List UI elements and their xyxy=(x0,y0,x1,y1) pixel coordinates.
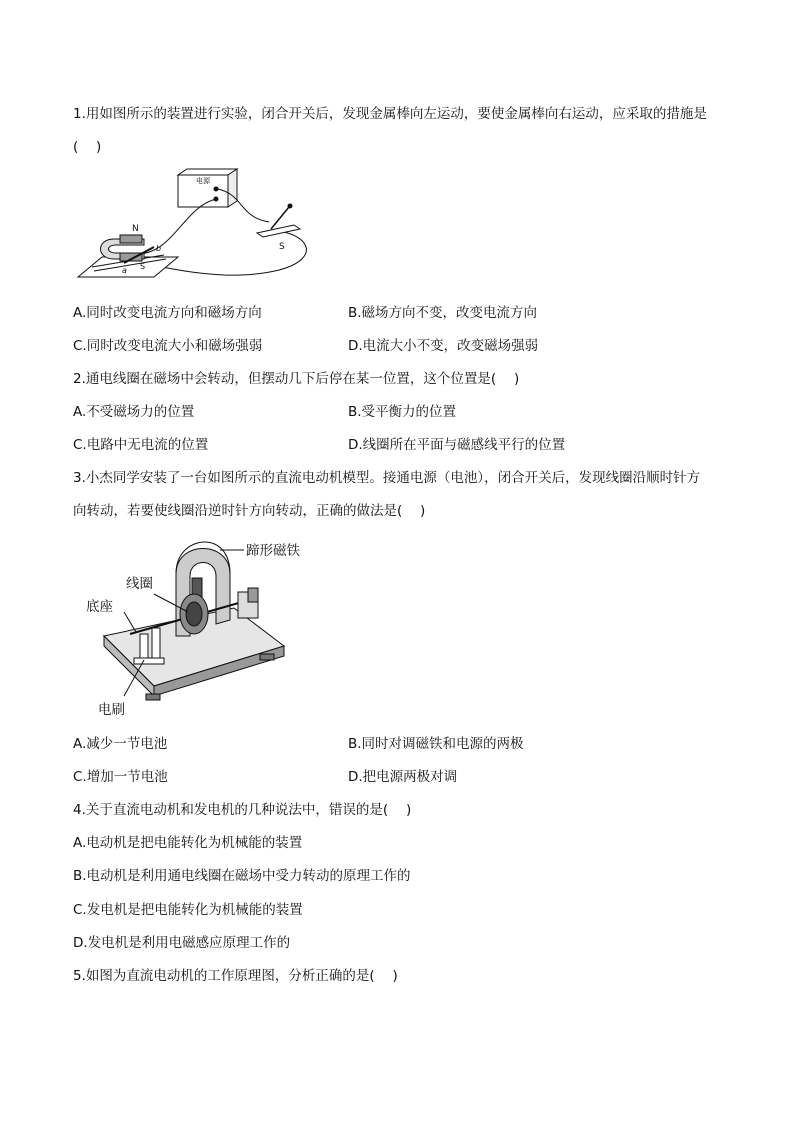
power-label: 电源 xyxy=(196,177,210,185)
q3-stem-line2: 向转动，若要使线圈沿逆时针方向转动，正确的做法是( ) xyxy=(73,503,426,519)
q4-option-c[interactable]: C.发电机是把电能转化为机械能的装置 xyxy=(73,902,303,918)
q5-stem: 5.如图为直流电动机的工作原理图，分析正确的是( ) xyxy=(73,968,398,984)
label-brush: 电刷 xyxy=(98,702,125,718)
rod-a-label: a xyxy=(122,266,127,275)
q1-option-c[interactable]: C.同时改变电流大小和磁场强弱 xyxy=(73,338,263,354)
q1-stem-line2: ( ) xyxy=(73,139,102,155)
q3-option-d[interactable]: D.把电源两极对调 xyxy=(348,769,458,785)
label-base: 底座 xyxy=(86,599,113,615)
magnet-n-label: N xyxy=(132,224,139,234)
terminal-top xyxy=(214,187,219,192)
q3-stem-line1: 3.小杰同学安装了一台如图所示的直流电动机模型。接通电源（电池），闭合开关后，发现线圈沿顺时针方 xyxy=(73,470,701,486)
q4-option-d[interactable]: D.发电机是利用电磁感应原理工作的 xyxy=(73,935,291,951)
power-supply-box xyxy=(178,169,237,207)
q1-option-b[interactable]: B.磁场方向不变，改变电流方向 xyxy=(348,305,538,321)
switch-label: S xyxy=(279,242,285,252)
q3-option-c[interactable]: C.增加一节电池 xyxy=(73,769,168,785)
q1-figure xyxy=(74,167,334,285)
label-coil: 线圈 xyxy=(126,576,153,592)
label-magnet: 蹄形磁铁 xyxy=(246,543,300,559)
q4-option-b[interactable]: B.电动机是利用通电线圈在磁场中受力转动的原理工作的 xyxy=(73,868,411,884)
wire-return xyxy=(152,232,306,275)
q2-option-d[interactable]: D.线圈所在平面与磁感线平行的位置 xyxy=(348,437,566,453)
q2-option-b[interactable]: B.受平衡力的位置 xyxy=(348,404,457,420)
q2-stem: 2.通电线圈在磁场中会转动，但摆动几下后停在某一位置，这个位置是( ) xyxy=(73,371,520,387)
q1-stem-line1: 1.用如图所示的装置进行实验，闭合开关后，发现金属棒向左运动，要使金属棒向右运动，应采取的措施是 xyxy=(73,106,707,122)
q4-option-a[interactable]: A.电动机是把电能转化为机械能的装置 xyxy=(73,835,303,851)
rod-b-label: b xyxy=(156,244,162,253)
leader-base xyxy=(124,612,136,632)
q2-option-a[interactable]: A.不受磁场力的位置 xyxy=(73,404,195,420)
q3-option-a[interactable]: A.减少一节电池 xyxy=(73,736,168,752)
q1-option-a[interactable]: A.同时改变电流方向和磁场方向 xyxy=(73,305,262,321)
q3-figure xyxy=(84,536,314,720)
q2-option-c[interactable]: C.电路中无电流的位置 xyxy=(73,437,209,453)
q3-option-b[interactable]: B.同时对调磁铁和电源的两极 xyxy=(348,736,524,752)
q4-stem: 4.关于直流电动机和发电机的几种说法中，错误的是( ) xyxy=(73,802,412,818)
horseshoe-magnet xyxy=(101,235,145,261)
q1-option-d[interactable]: D.电流大小不变，改变磁场强弱 xyxy=(348,338,539,354)
magnet-s-label: S xyxy=(140,262,146,271)
